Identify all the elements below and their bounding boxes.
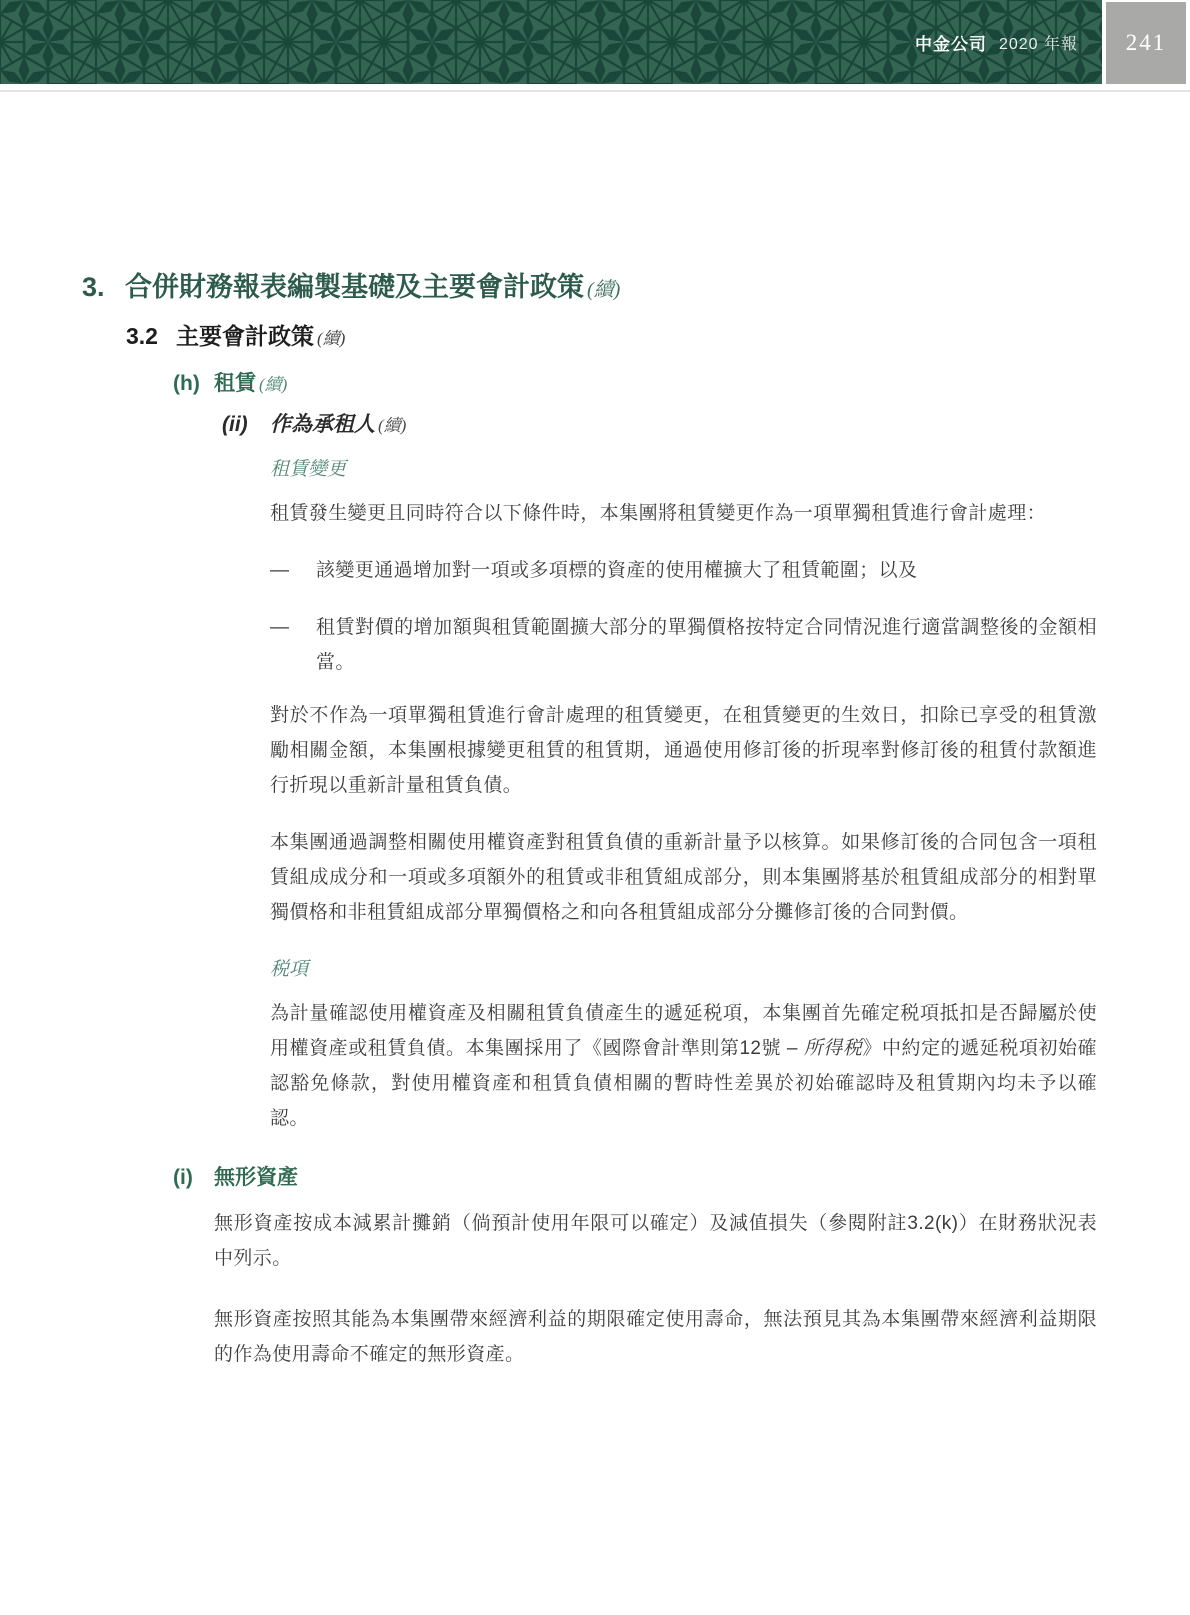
intangible-useful-life-paragraph: 無形資產按照其能為本集團帶來經濟利益的期限確定使用壽命，無法預見其為本集團帶來經濟利益期限的作為使用壽命不確定的無形資產。	[214, 1309, 1097, 1365]
item-i-label: (i)	[173, 1166, 193, 1189]
item-h-continued-mark: (續)	[259, 375, 288, 394]
subsection-heading	[126, 321, 1097, 354]
header-divider	[0, 90, 1190, 92]
page-number: 241	[1125, 30, 1167, 55]
section-heading	[82, 270, 1097, 307]
lease-modification-paragraph: 對於不作為一項單獨租賃進行會計處理的租賃變更，在租賃變更的生效日，扣除已享受的租賃激勵相關金額，本集團根據變更租賃的租賃期，通過使用修訂後的折現率對修訂後的租賃付款額進行折現以重新計量租賃負債。	[270, 705, 1097, 796]
subsection-title	[176, 321, 345, 354]
item-h-ii-body	[270, 456, 1097, 1136]
tax-paragraph	[270, 996, 1097, 1136]
bullet-dash: —	[270, 617, 289, 638]
bullet-dash: —	[270, 560, 289, 581]
item-h-body	[214, 411, 1097, 1136]
header-band	[0, 0, 1102, 84]
item-h-ii-heading	[222, 411, 1097, 440]
report-edition: 2020 年報	[998, 35, 1078, 53]
item-h-ii-title	[270, 411, 406, 440]
section-title-text: 合併財務報表編製基礎及主要會計政策	[125, 272, 584, 302]
item-h-title-text: 租賃	[214, 372, 256, 395]
item-h-ii-title-text: 作為承租人	[270, 413, 375, 436]
item-i-section	[173, 1164, 1097, 1372]
intangible-presentation-paragraph: 無形資產按成本減累計攤銷（倘預計使用年限可以確定）及減值損失（參閱附註3.2(k)）在財務狀況表中列示。	[214, 1213, 1097, 1269]
item-h-title	[214, 370, 287, 399]
section-continued-mark: (續)	[587, 279, 621, 301]
item-i-heading	[173, 1164, 1097, 1192]
section-number: 3.	[82, 272, 105, 302]
item-i-title: 無形資產	[214, 1166, 298, 1189]
tax-heading: 税項	[270, 959, 309, 980]
page-number-box	[1106, 2, 1186, 84]
subsection-continued-mark: (續)	[317, 329, 346, 348]
item-h-ii-label: (ii)	[222, 413, 248, 436]
item-h-heading	[173, 370, 1097, 399]
item-h-label: (h)	[173, 372, 200, 395]
subsection-number: 3.2	[126, 323, 158, 349]
item-h-ii-continued-mark: (續)	[378, 416, 407, 435]
item-h-ii-section	[222, 411, 1097, 1136]
tax-paragraph-before: 為計量確認使用權資產及相關租賃負債產生的遞延税項，本集團首先確定税項抵扣是否歸屬於使用權資產或租賃負債。本集團採用了《國際會計準則第12號 –	[270, 1003, 1097, 1059]
company-name: 中金公司	[914, 34, 987, 54]
section-title	[125, 270, 620, 307]
lease-change-heading: 租賃變更	[270, 459, 347, 480]
lease-remeasurement-paragraph: 本集團通過調整相關使用權資產對租賃負債的重新計量予以核算。如果修訂後的合同包含一項租賃組成成分和一項或多項額外的租賃或非租賃組成部分，則本集團將基於租賃組成部分的相對單獨價格和非租賃組成部分單獨價格之和向各租賃組成部分分攤修訂後的合同對價。	[270, 832, 1097, 923]
bullet-text: 租賃對價的增加額與租賃範圍擴大部分的單獨價格按特定合同情況進行適當調整後的金額相當。	[316, 617, 1097, 673]
content-area	[82, 270, 1097, 1372]
item-i-body	[214, 1206, 1097, 1372]
tax-paragraph-standard-name: 所得税	[803, 1038, 863, 1059]
bullet-text: 該變更通過增加對一項或多項標的資產的使用權擴大了租賃範圍；以及	[316, 560, 918, 581]
lease-change-intro-paragraph: 租賃發生變更且同時符合以下條件時，本集團將租賃變更作為一項單獨租賃進行會計處理：	[270, 503, 1047, 524]
tax-paragraph-after: 》中約定的遞延税項初始確認豁免條款，對使用權資產和租賃負債相關的暫時性差異於初始確認時及租賃期內均未予以確認。	[270, 1038, 1097, 1129]
asanoha-pattern-icon	[0, 0, 1102, 84]
subsection-title-text: 主要會計政策	[176, 323, 314, 349]
list-item	[270, 553, 1097, 588]
item-h-section	[173, 370, 1097, 1136]
list-item	[270, 610, 1097, 680]
